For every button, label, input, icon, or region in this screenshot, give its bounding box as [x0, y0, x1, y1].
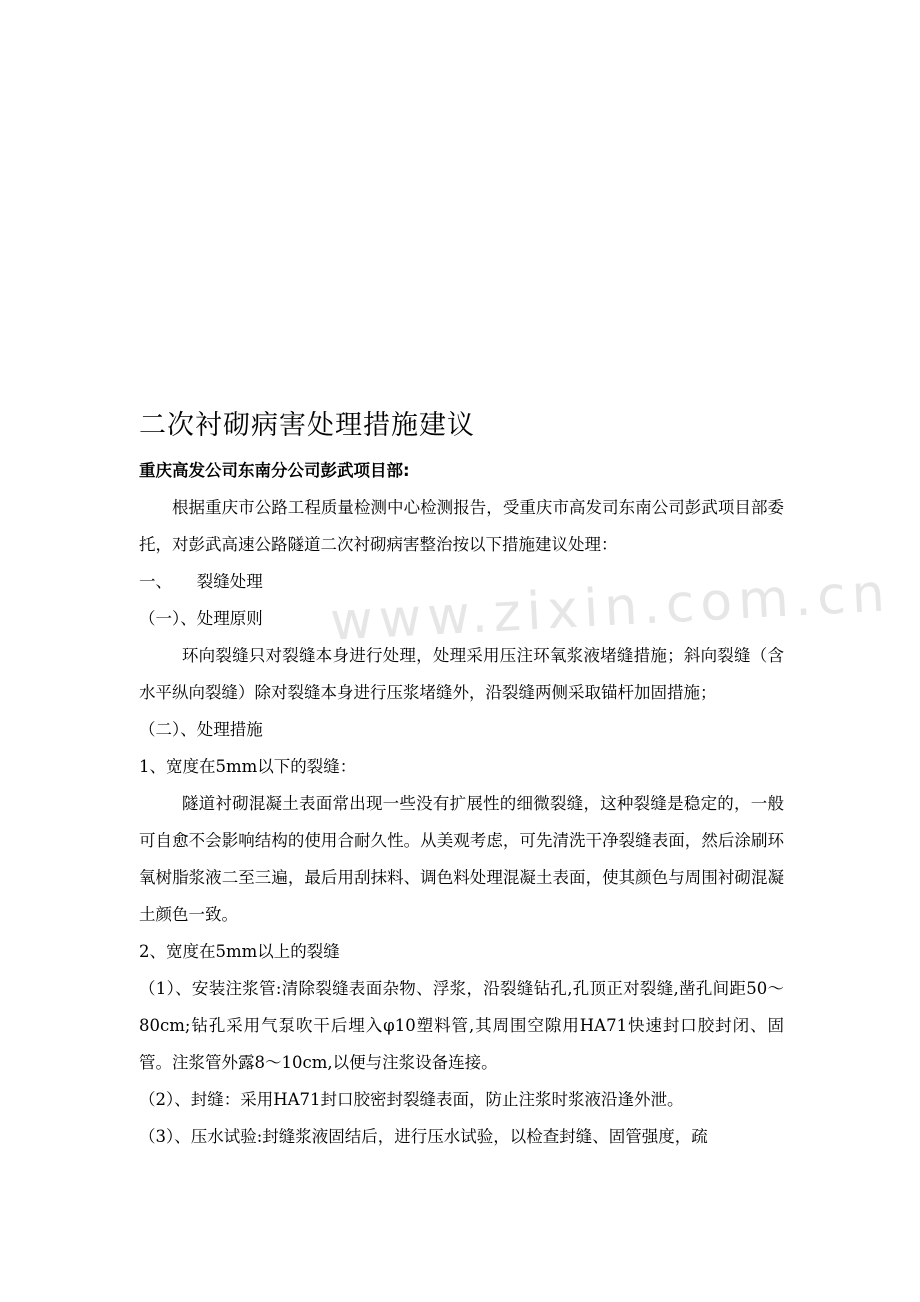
- document-title: 二次衬砌病害处理措施建议: [139, 410, 475, 441]
- watermark: www.zixin.com.cn: [328, 563, 893, 653]
- document-body: [139, 404, 784, 1155]
- addressee: 重庆高发公司东南分公司彭武项目部:: [139, 461, 410, 480]
- step-paragraph-2: （2）、封缝：采用HA71封口胶密封裂缝表面，防止注浆时浆液沿逢外泄。: [139, 1090, 684, 1109]
- item-paragraph-1: 隧道衬砌混凝土表面常出现一些没有扩展性的细微裂缝，这种裂缝是稳定的，一般可自愈不会影响结构的使用合耐久性。从美观考虑，可先清洗干净裂缝表面，然后涂刷环氧树脂浆液二至三遍，最后用刮抹料、调色料处理混凝土表面，使其颜色与周围衬砌混凝土颜色一致。: [139, 794, 784, 924]
- item-heading-1: 1、宽度在5mm以下的裂缝：: [139, 757, 357, 776]
- subsection-heading-principle: （一）、处理原则: [139, 609, 263, 628]
- principle-paragraph: 环向裂缝只对裂缝本身进行处理，处理采用压注环氧浆液堵缝措施；斜向裂缝（含水平纵向裂缝）除对裂缝本身进行压浆堵缝外，沿裂缝两侧采取锚杆加固措施；: [139, 646, 784, 702]
- subsection-heading-measures: （二）、处理措施: [139, 720, 263, 739]
- section-heading-1: 一、 裂缝处理: [139, 572, 263, 591]
- step-paragraph-1: （1）、安装注浆管:清除裂缝表面杂物、浮浆，沿裂缝钻孔,孔顶正对裂缝,凿孔间距50～80cm;钻孔采用气泵吹干后埋入φ10塑料管,其周围空隙用HA71快速封口胶封闭、固管。注浆管外露8～10cm,以便与注浆设备连接。: [139, 979, 784, 1072]
- item-heading-2: 2、宽度在5mm以上的裂缝: [139, 942, 340, 961]
- intro-paragraph: 根据重庆市公路工程质量检测中心检测报告，受重庆市高发司东南公司彭武项目部委托，对彭武高速公路隧道二次衬砌病害整治按以下措施建议处理：: [139, 498, 784, 554]
- step-paragraph-3: （3）、压水试验:封缝浆液固结后，进行压水试验，以检查封缝、固管强度，疏: [139, 1127, 708, 1146]
